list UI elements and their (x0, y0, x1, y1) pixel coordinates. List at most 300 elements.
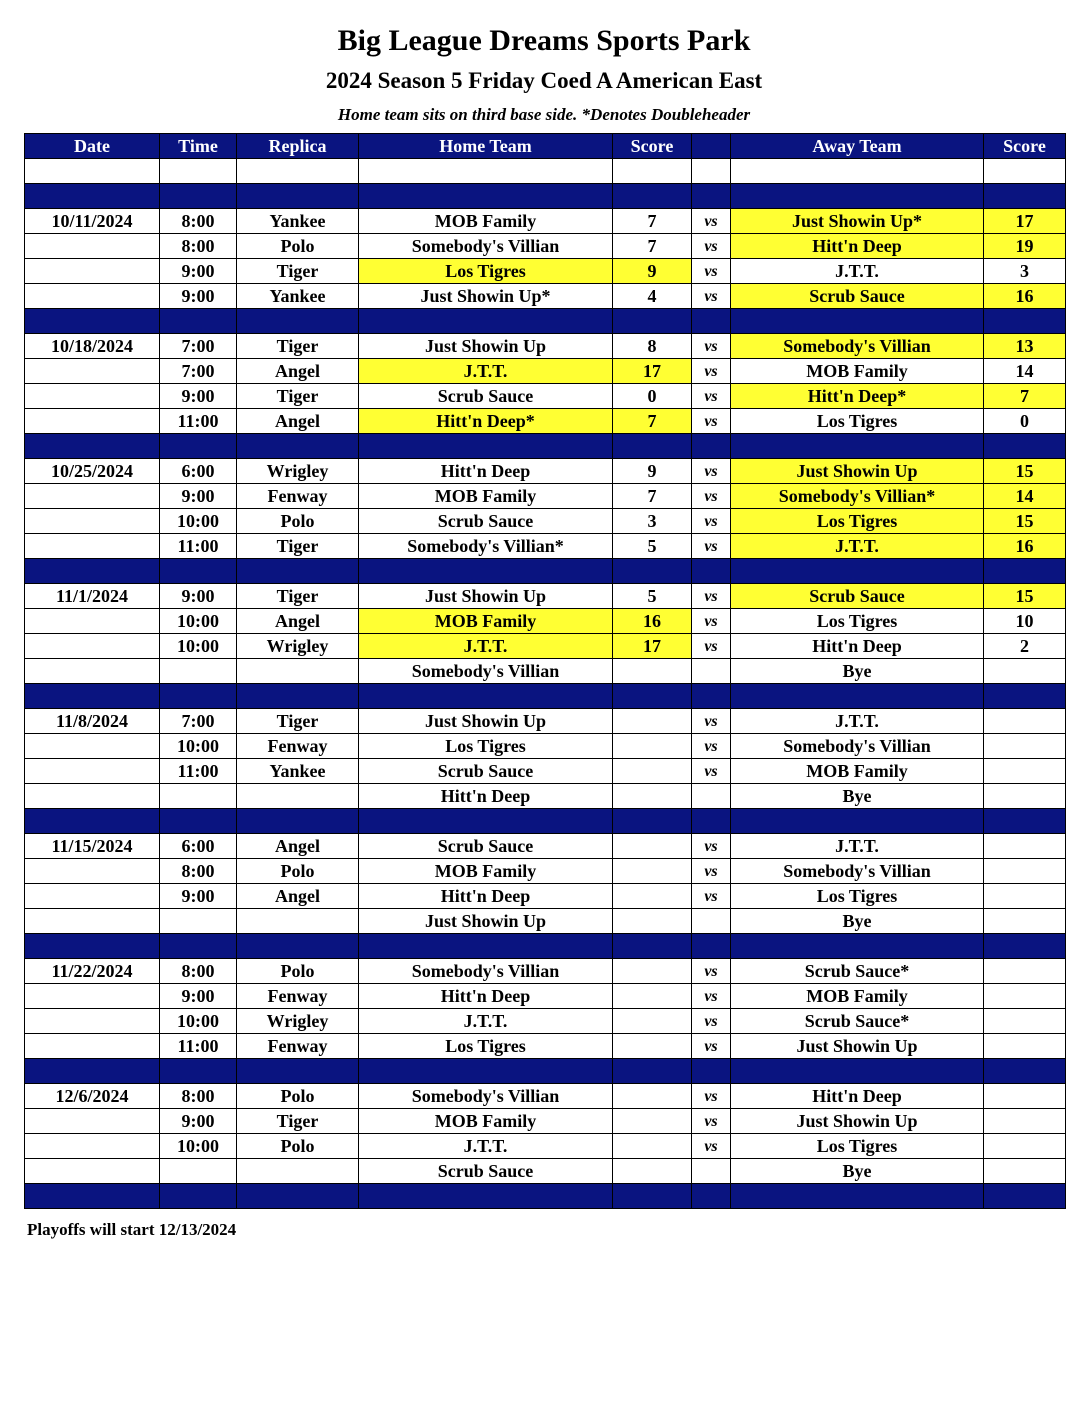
vs-cell: vs (692, 609, 731, 634)
empty-cell (613, 809, 692, 834)
time-cell (160, 659, 237, 684)
empty-cell (984, 809, 1066, 834)
away-score-cell: 15 (984, 509, 1066, 534)
table-row (25, 709, 1066, 734)
home-score-cell (613, 834, 692, 859)
vs-cell (692, 909, 731, 934)
vs-cell: vs (692, 959, 731, 984)
empty-cell (359, 934, 613, 959)
home-score-cell: 8 (613, 334, 692, 359)
away-score-cell (984, 909, 1066, 934)
empty-cell (731, 309, 984, 334)
col-away-score: Score (984, 134, 1066, 159)
vs-cell: vs (692, 1034, 731, 1059)
date-cell (25, 784, 160, 809)
empty-cell (731, 434, 984, 459)
table-row (25, 334, 1066, 359)
home-score-cell: 7 (613, 409, 692, 434)
home-score-cell: 16 (613, 609, 692, 634)
away-score-cell: 14 (984, 484, 1066, 509)
empty-cell (613, 1184, 692, 1209)
week-separator (25, 809, 1066, 834)
table-row (25, 259, 1066, 284)
table-row (25, 884, 1066, 909)
schedule-note: Home team sits on third base side. *Denotes Doubleheader (337, 105, 751, 124)
empty-cell (359, 559, 613, 584)
date-cell (25, 659, 160, 684)
week-separator (25, 684, 1066, 709)
replica-cell: Tiger (237, 534, 359, 559)
replica-cell: Tiger (237, 1109, 359, 1134)
away-team-cell: Bye (731, 659, 984, 684)
home-team-cell: MOB Family (359, 859, 613, 884)
empty-cell (613, 309, 692, 334)
empty-cell (731, 184, 984, 209)
table-row (25, 384, 1066, 409)
replica-cell: Yankee (237, 284, 359, 309)
home-score-cell (613, 859, 692, 884)
away-team-cell: Just Showin Up (731, 1109, 984, 1134)
date-cell (25, 884, 160, 909)
home-team-cell: Los Tigres (359, 259, 613, 284)
time-cell: 11:00 (160, 534, 237, 559)
date-cell: 11/22/2024 (25, 959, 160, 984)
table-row (25, 984, 1066, 1009)
home-score-cell (613, 1159, 692, 1184)
time-cell: 7:00 (160, 359, 237, 384)
away-score-cell: 15 (984, 459, 1066, 484)
empty-cell (731, 159, 984, 184)
table-row (25, 534, 1066, 559)
home-team-cell: Hitt'n Deep (359, 884, 613, 909)
schedule-table (24, 133, 1066, 1209)
away-team-cell: Los Tigres (731, 509, 984, 534)
away-team-cell: Scrub Sauce* (731, 1009, 984, 1034)
away-team-cell: Scrub Sauce* (731, 959, 984, 984)
empty-cell (237, 809, 359, 834)
replica-cell: Polo (237, 234, 359, 259)
replica-cell: Tiger (237, 334, 359, 359)
away-team-cell: MOB Family (731, 359, 984, 384)
empty-cell (359, 1059, 613, 1084)
away-score-cell (984, 1084, 1066, 1109)
empty-cell (613, 184, 692, 209)
home-score-cell: 3 (613, 509, 692, 534)
week-separator (25, 1059, 1066, 1084)
table-row (25, 284, 1066, 309)
away-score-cell (984, 984, 1066, 1009)
time-cell: 8:00 (160, 234, 237, 259)
time-cell: 11:00 (160, 759, 237, 784)
away-score-cell (984, 834, 1066, 859)
empty-cell (692, 159, 731, 184)
replica-cell: Angel (237, 834, 359, 859)
table-row (25, 1084, 1066, 1109)
home-score-cell: 0 (613, 384, 692, 409)
home-team-cell: Just Showin Up (359, 334, 613, 359)
empty-cell (237, 184, 359, 209)
empty-cell (25, 309, 160, 334)
home-score-cell (613, 734, 692, 759)
table-row (25, 909, 1066, 934)
away-team-cell: Los Tigres (731, 609, 984, 634)
home-team-cell: Somebody's Villian (359, 1084, 613, 1109)
home-team-cell: J.T.T. (359, 1134, 613, 1159)
vs-cell: vs (692, 759, 731, 784)
home-score-cell (613, 1109, 692, 1134)
date-cell (25, 359, 160, 384)
vs-cell: vs (692, 459, 731, 484)
date-cell (25, 259, 160, 284)
empty-cell (359, 184, 613, 209)
away-team-cell: J.T.T. (731, 709, 984, 734)
vs-cell: vs (692, 884, 731, 909)
date-cell (25, 234, 160, 259)
date-cell (25, 384, 160, 409)
empty-cell (984, 184, 1066, 209)
date-cell (25, 509, 160, 534)
time-cell: 10:00 (160, 734, 237, 759)
away-team-cell: Bye (731, 1159, 984, 1184)
empty-cell (692, 184, 731, 209)
home-team-cell: Just Showin Up (359, 584, 613, 609)
home-team-cell: Scrub Sauce (359, 1159, 613, 1184)
away-team-cell: Los Tigres (731, 1134, 984, 1159)
home-score-cell (613, 759, 692, 784)
empty-cell (984, 309, 1066, 334)
vs-cell: vs (692, 509, 731, 534)
date-cell: 12/6/2024 (25, 1084, 160, 1109)
empty-cell (237, 1184, 359, 1209)
col-home-team: Home Team (359, 134, 613, 159)
playoffs-note: Playoffs will start 12/13/2024 (27, 1220, 237, 1239)
replica-cell: Wrigley (237, 1009, 359, 1034)
table-row (25, 734, 1066, 759)
col-replica: Replica (237, 134, 359, 159)
replica-cell: Tiger (237, 709, 359, 734)
replica-cell: Angel (237, 609, 359, 634)
replica-cell: Angel (237, 359, 359, 384)
home-team-cell: J.T.T. (359, 1009, 613, 1034)
empty-cell (25, 184, 160, 209)
empty-cell (984, 434, 1066, 459)
home-score-cell (613, 984, 692, 1009)
empty-cell (25, 934, 160, 959)
empty-cell (984, 1059, 1066, 1084)
replica-cell: Yankee (237, 209, 359, 234)
date-cell (25, 909, 160, 934)
empty-cell (160, 159, 237, 184)
away-team-cell: Hitt'n Deep* (731, 384, 984, 409)
away-score-cell (984, 1159, 1066, 1184)
date-cell (25, 984, 160, 1009)
replica-cell: Angel (237, 884, 359, 909)
vs-cell: vs (692, 834, 731, 859)
away-team-cell: Somebody's Villian (731, 859, 984, 884)
replica-cell (237, 1159, 359, 1184)
time-cell: 8:00 (160, 859, 237, 884)
time-cell: 9:00 (160, 284, 237, 309)
home-score-cell: 9 (613, 459, 692, 484)
table-row (25, 1034, 1066, 1059)
vs-cell: vs (692, 734, 731, 759)
empty-cell (160, 934, 237, 959)
home-team-cell: MOB Family (359, 484, 613, 509)
blank-row (25, 159, 1066, 184)
empty-cell (160, 809, 237, 834)
away-score-cell (984, 734, 1066, 759)
home-score-cell: 17 (613, 359, 692, 384)
col-home-score: Score (613, 134, 692, 159)
empty-cell (692, 684, 731, 709)
time-cell: 10:00 (160, 1009, 237, 1034)
date-cell (25, 634, 160, 659)
empty-cell (25, 1184, 160, 1209)
empty-cell (692, 434, 731, 459)
table-row (25, 459, 1066, 484)
table-row (25, 634, 1066, 659)
vs-cell: vs (692, 334, 731, 359)
away-team-cell: Somebody's Villian (731, 334, 984, 359)
empty-cell (25, 559, 160, 584)
date-cell (25, 609, 160, 634)
vs-cell: vs (692, 584, 731, 609)
table-row (25, 409, 1066, 434)
away-score-cell: 15 (984, 584, 1066, 609)
away-score-cell: 10 (984, 609, 1066, 634)
away-team-cell: Los Tigres (731, 409, 984, 434)
home-score-cell: 5 (613, 534, 692, 559)
replica-cell: Fenway (237, 734, 359, 759)
replica-cell: Angel (237, 409, 359, 434)
empty-cell (160, 684, 237, 709)
home-score-cell: 7 (613, 234, 692, 259)
home-score-cell (613, 884, 692, 909)
home-score-cell: 7 (613, 484, 692, 509)
home-score-cell: 4 (613, 284, 692, 309)
col-away-team: Away Team (731, 134, 984, 159)
replica-cell: Polo (237, 859, 359, 884)
home-team-cell: Somebody's Villian (359, 959, 613, 984)
week-separator (25, 559, 1066, 584)
home-team-cell: Hitt'n Deep (359, 984, 613, 1009)
table-row (25, 359, 1066, 384)
time-cell: 11:00 (160, 409, 237, 434)
replica-cell: Polo (237, 1134, 359, 1159)
away-team-cell: Hitt'n Deep (731, 634, 984, 659)
time-cell: 10:00 (160, 634, 237, 659)
replica-cell: Fenway (237, 484, 359, 509)
away-team-cell: J.T.T. (731, 534, 984, 559)
empty-cell (692, 934, 731, 959)
date-cell (25, 1109, 160, 1134)
time-cell: 10:00 (160, 509, 237, 534)
replica-cell: Polo (237, 509, 359, 534)
col-date: Date (25, 134, 160, 159)
empty-cell (160, 1059, 237, 1084)
vs-cell: vs (692, 359, 731, 384)
home-team-cell: Somebody's Villian (359, 234, 613, 259)
away-team-cell: MOB Family (731, 759, 984, 784)
home-team-cell: Just Showin Up* (359, 284, 613, 309)
time-cell: 10:00 (160, 1134, 237, 1159)
empty-cell (731, 1184, 984, 1209)
home-score-cell: 9 (613, 259, 692, 284)
vs-cell: vs (692, 534, 731, 559)
away-score-cell (984, 884, 1066, 909)
schedule-body (25, 159, 1066, 1209)
empty-cell (25, 809, 160, 834)
home-team-cell: Just Showin Up (359, 909, 613, 934)
empty-cell (613, 559, 692, 584)
date-cell (25, 859, 160, 884)
away-score-cell (984, 759, 1066, 784)
empty-cell (25, 159, 160, 184)
empty-cell (731, 809, 984, 834)
away-score-cell (984, 1034, 1066, 1059)
away-score-cell: 7 (984, 384, 1066, 409)
replica-cell: Fenway (237, 1034, 359, 1059)
empty-cell (613, 159, 692, 184)
away-team-cell: Just Showin Up (731, 459, 984, 484)
vs-cell: vs (692, 384, 731, 409)
home-score-cell: 17 (613, 634, 692, 659)
away-score-cell: 14 (984, 359, 1066, 384)
away-team-cell: MOB Family (731, 984, 984, 1009)
home-team-cell: Hitt'n Deep* (359, 409, 613, 434)
home-team-cell: Somebody's Villian* (359, 534, 613, 559)
vs-cell: vs (692, 859, 731, 884)
date-cell (25, 1009, 160, 1034)
empty-cell (692, 1059, 731, 1084)
table-row (25, 834, 1066, 859)
table-row (25, 1134, 1066, 1159)
date-cell: 10/18/2024 (25, 334, 160, 359)
home-team-cell: Somebody's Villian (359, 659, 613, 684)
empty-cell (237, 309, 359, 334)
home-score-cell: 5 (613, 584, 692, 609)
vs-cell: vs (692, 1084, 731, 1109)
away-team-cell: Bye (731, 909, 984, 934)
away-score-cell (984, 659, 1066, 684)
date-cell: 11/15/2024 (25, 834, 160, 859)
empty-cell (237, 159, 359, 184)
time-cell: 8:00 (160, 959, 237, 984)
home-team-cell: Scrub Sauce (359, 759, 613, 784)
away-team-cell: Just Showin Up* (731, 209, 984, 234)
empty-cell (692, 309, 731, 334)
away-team-cell: Los Tigres (731, 884, 984, 909)
away-score-cell: 2 (984, 634, 1066, 659)
away-team-cell: Scrub Sauce (731, 584, 984, 609)
home-score-cell (613, 959, 692, 984)
table-row (25, 759, 1066, 784)
empty-cell (613, 434, 692, 459)
date-cell (25, 484, 160, 509)
empty-cell (237, 934, 359, 959)
table-row (25, 1159, 1066, 1184)
col-time: Time (160, 134, 237, 159)
time-cell: 9:00 (160, 384, 237, 409)
away-team-cell: J.T.T. (731, 834, 984, 859)
week-separator (25, 309, 1066, 334)
date-cell (25, 1159, 160, 1184)
time-cell: 9:00 (160, 259, 237, 284)
home-score-cell (613, 784, 692, 809)
date-cell (25, 409, 160, 434)
away-team-cell: Somebody's Villian* (731, 484, 984, 509)
replica-cell: Polo (237, 959, 359, 984)
replica-cell: Wrigley (237, 634, 359, 659)
empty-cell (25, 1059, 160, 1084)
vs-cell (692, 659, 731, 684)
table-row (25, 209, 1066, 234)
home-team-cell: Los Tigres (359, 734, 613, 759)
replica-cell: Yankee (237, 759, 359, 784)
empty-cell (359, 684, 613, 709)
date-cell (25, 284, 160, 309)
date-cell: 10/11/2024 (25, 209, 160, 234)
away-team-cell: Just Showin Up (731, 1034, 984, 1059)
away-team-cell: Bye (731, 784, 984, 809)
empty-cell (237, 684, 359, 709)
vs-cell: vs (692, 409, 731, 434)
date-cell: 10/25/2024 (25, 459, 160, 484)
empty-cell (160, 1184, 237, 1209)
table-row (25, 859, 1066, 884)
time-cell: 8:00 (160, 1084, 237, 1109)
time-cell: 9:00 (160, 884, 237, 909)
table-row (25, 959, 1066, 984)
time-cell: 10:00 (160, 609, 237, 634)
page-title: Big League Dreams Sports Park (337, 24, 751, 57)
empty-cell (25, 684, 160, 709)
empty-cell (984, 934, 1066, 959)
replica-cell: Polo (237, 1084, 359, 1109)
away-team-cell: Hitt'n Deep (731, 1084, 984, 1109)
empty-cell (237, 559, 359, 584)
time-cell: 7:00 (160, 709, 237, 734)
home-score-cell (613, 709, 692, 734)
table-row (25, 484, 1066, 509)
replica-cell (237, 659, 359, 684)
away-score-cell: 16 (984, 284, 1066, 309)
home-team-cell: MOB Family (359, 609, 613, 634)
replica-cell: Tiger (237, 584, 359, 609)
table-row (25, 509, 1066, 534)
empty-cell (613, 934, 692, 959)
away-score-cell (984, 784, 1066, 809)
home-team-cell: MOB Family (359, 1109, 613, 1134)
vs-cell: vs (692, 209, 731, 234)
home-team-cell: MOB Family (359, 209, 613, 234)
col-vs (692, 134, 731, 159)
vs-cell: vs (692, 1009, 731, 1034)
away-score-cell: 0 (984, 409, 1066, 434)
empty-cell (692, 559, 731, 584)
home-team-cell: J.T.T. (359, 634, 613, 659)
date-cell (25, 1034, 160, 1059)
replica-cell (237, 909, 359, 934)
week-separator (25, 934, 1066, 959)
time-cell: 9:00 (160, 984, 237, 1009)
empty-cell (613, 684, 692, 709)
replica-cell (237, 784, 359, 809)
empty-cell (25, 434, 160, 459)
time-cell: 11:00 (160, 1034, 237, 1059)
away-team-cell: Hitt'n Deep (731, 234, 984, 259)
vs-cell (692, 1159, 731, 1184)
